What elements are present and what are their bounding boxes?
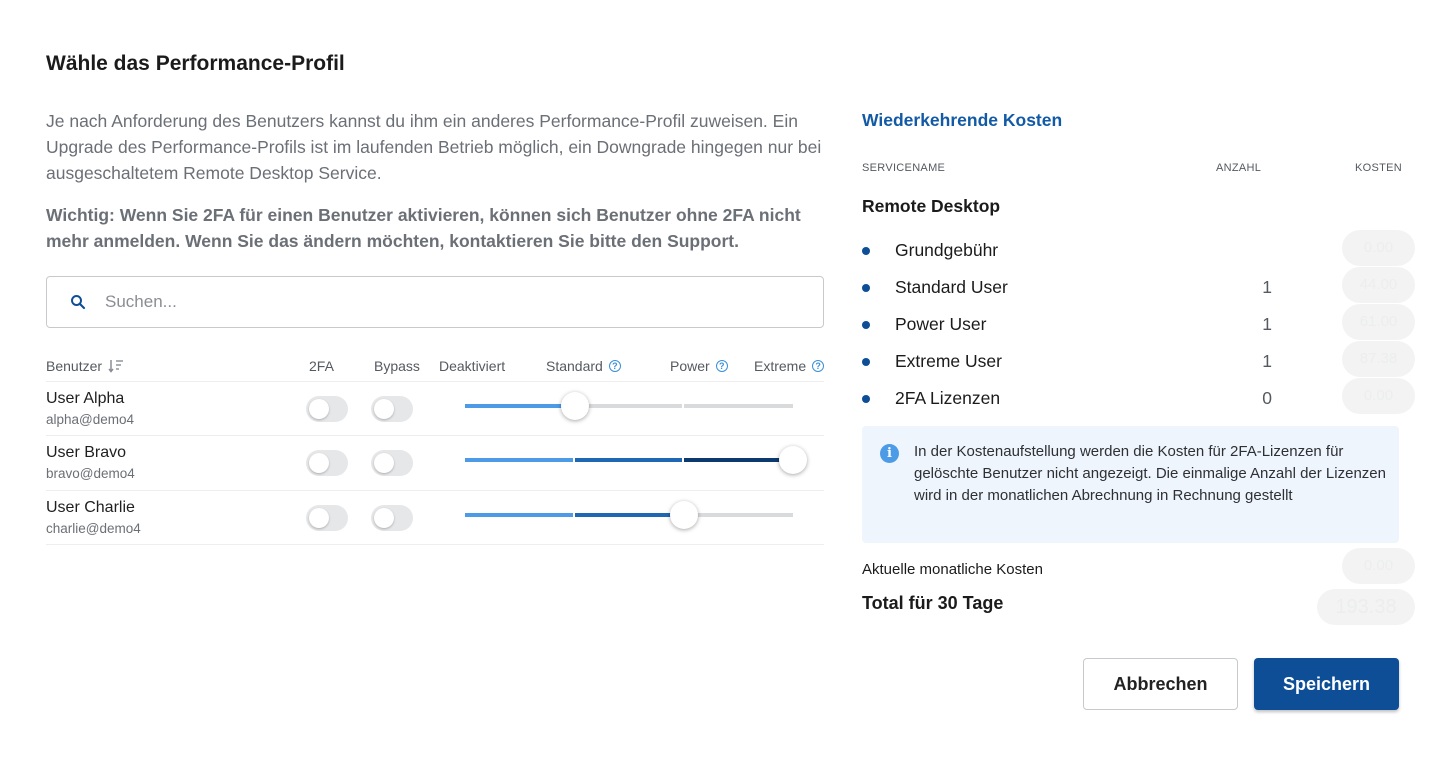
profile-slider[interactable] — [465, 513, 793, 517]
slider-segment-extreme — [684, 458, 793, 462]
cost-qty: 1 — [1262, 277, 1272, 297]
cost-qty: 1 — [1262, 314, 1272, 334]
table-bottom-divider — [46, 544, 824, 545]
col-count: ANZAHL — [1216, 162, 1262, 174]
toggle-knob — [374, 508, 394, 528]
extreme-info-icon[interactable]: ? — [812, 360, 824, 372]
2fa-toggle[interactable] — [306, 505, 348, 531]
cost-value: 44.00 — [1342, 267, 1415, 303]
bullet-icon — [862, 247, 870, 255]
cost-label: Extreme User — [895, 351, 1002, 371]
profile-slider[interactable] — [465, 404, 793, 408]
cost-qty: 0 — [1262, 388, 1272, 408]
monthly-costs-value: 0.00 — [1342, 548, 1415, 584]
header-standard-label: Standard — [546, 358, 603, 374]
2fa-toggle[interactable] — [306, 396, 348, 422]
monthly-costs-label: Aktuelle monatliche Kosten — [862, 561, 1043, 578]
bullet-icon — [862, 321, 870, 329]
slider-segment-power — [575, 513, 682, 517]
standard-info-icon[interactable]: ? — [609, 360, 621, 372]
cost-value: 61.00 — [1342, 304, 1415, 340]
cost-qty: 1 — [1262, 351, 1272, 371]
table-row — [46, 490, 824, 544]
header-extreme-label: Extreme — [754, 358, 807, 374]
cost-label: Grundgebühr — [895, 240, 999, 260]
total-costs-value: 193.38 — [1317, 589, 1415, 625]
user-name: User Bravo — [46, 444, 127, 461]
header-extreme — [754, 358, 821, 374]
cost-label: 2FA Lizenzen — [895, 388, 1001, 408]
toggle-knob — [374, 453, 394, 473]
cost-label: Power User — [895, 314, 987, 334]
slider-segment-standard — [465, 513, 573, 517]
recurring-costs-title: Wiederkehrende Kosten — [862, 110, 1063, 130]
bullet-icon — [862, 395, 870, 403]
info-icon: i — [880, 444, 899, 463]
toggle-knob — [309, 399, 329, 419]
power-info-icon[interactable]: ? — [716, 360, 728, 372]
header-power — [670, 358, 725, 374]
slider-thumb[interactable] — [670, 501, 698, 529]
table-row — [46, 435, 824, 489]
user-name: User Alpha — [46, 390, 125, 407]
search-box[interactable] — [46, 276, 824, 328]
slider-segment-extreme — [684, 513, 793, 517]
description-text: Je nach Anforderung des Benutzers kannst du ihm ein anderes Performance-Profil zuweisen. Ein Upgrade des Performance-Profils ist im laufenden Betrieb möglich, ein Downgrade hingegen nur bei ausgeschaltetem Remote Desktop Service. — [46, 111, 822, 183]
header-user[interactable] — [46, 358, 124, 374]
col-servicename: SERVICENAME — [862, 162, 946, 174]
toggle-knob — [374, 399, 394, 419]
sort-icon[interactable] — [108, 358, 124, 374]
header-2fa: 2FA — [309, 358, 334, 374]
bullet-icon — [862, 358, 870, 366]
header-power-label: Power — [670, 358, 710, 374]
search-icon — [69, 293, 87, 311]
cost-item — [862, 386, 1415, 418]
user-email: bravo@demo4 — [46, 466, 135, 481]
slider-segment-standard — [465, 458, 573, 462]
cancel-button[interactable]: Abbrechen — [1083, 658, 1238, 710]
cost-item — [862, 238, 1415, 270]
toggle-knob — [309, 453, 329, 473]
2fa-toggle[interactable] — [306, 450, 348, 476]
cost-value: 0.00 — [1342, 378, 1415, 414]
total-costs-label: Total für 30 Tage — [862, 593, 1004, 613]
slider-segment-standard — [465, 404, 573, 408]
header-disabled: Deaktiviert — [439, 358, 506, 374]
cost-value: 87.38 — [1342, 341, 1415, 377]
bullet-icon — [862, 284, 870, 292]
dialog-title: Wähle das Performance-Profil — [46, 52, 345, 75]
important-notice: Wichtig: Wenn Sie 2FA für einen Benutzer aktivieren, können sich Benutzer ohne 2FA nicht mehr anmelden. Wenn Sie das ändern möchten, kontaktieren Sie bitte den Support. — [46, 205, 801, 251]
table-header — [46, 356, 824, 380]
user-name: User Charlie — [46, 499, 135, 516]
user-email: alpha@demo4 — [46, 412, 135, 427]
slider-thumb[interactable] — [779, 446, 807, 474]
cost-item — [862, 275, 1415, 307]
cost-item — [862, 312, 1415, 344]
bypass-toggle[interactable] — [371, 450, 413, 476]
cost-label: Standard User — [895, 277, 1008, 297]
bypass-toggle[interactable] — [371, 505, 413, 531]
cost-value: 0.00 — [1342, 230, 1415, 266]
slider-segment-power — [575, 404, 682, 408]
profile-slider[interactable] — [465, 458, 793, 462]
description-block — [46, 108, 824, 254]
bypass-toggle[interactable] — [371, 396, 413, 422]
slider-segment-power — [575, 458, 682, 462]
header-user-label: Benutzer — [46, 358, 103, 374]
header-bypass: Bypass — [374, 358, 420, 374]
save-button[interactable]: Speichern — [1254, 658, 1399, 710]
table-row — [46, 381, 824, 435]
slider-thumb[interactable] — [561, 392, 589, 420]
total-costs — [862, 593, 1415, 629]
info-note — [862, 426, 1399, 543]
header-standard — [546, 358, 618, 374]
col-cost: KOSTEN — [1355, 162, 1403, 174]
search-input[interactable] — [105, 292, 823, 312]
info-note-text: In der Kostenaufstellung werden die Kosten für 2FA-Lizenzen für gelöschte Benutzer nicht angezeigt. Die einmalige Anzahl der Lizenzen wird in der monatlichen Abrechnung in Rechnung gestellt — [914, 443, 1386, 504]
user-email: charlie@demo4 — [46, 521, 141, 536]
slider-segment-extreme — [684, 404, 793, 408]
toggle-knob — [309, 508, 329, 528]
remote-desktop-group: Remote Desktop — [862, 196, 1001, 216]
cost-item — [862, 349, 1415, 381]
